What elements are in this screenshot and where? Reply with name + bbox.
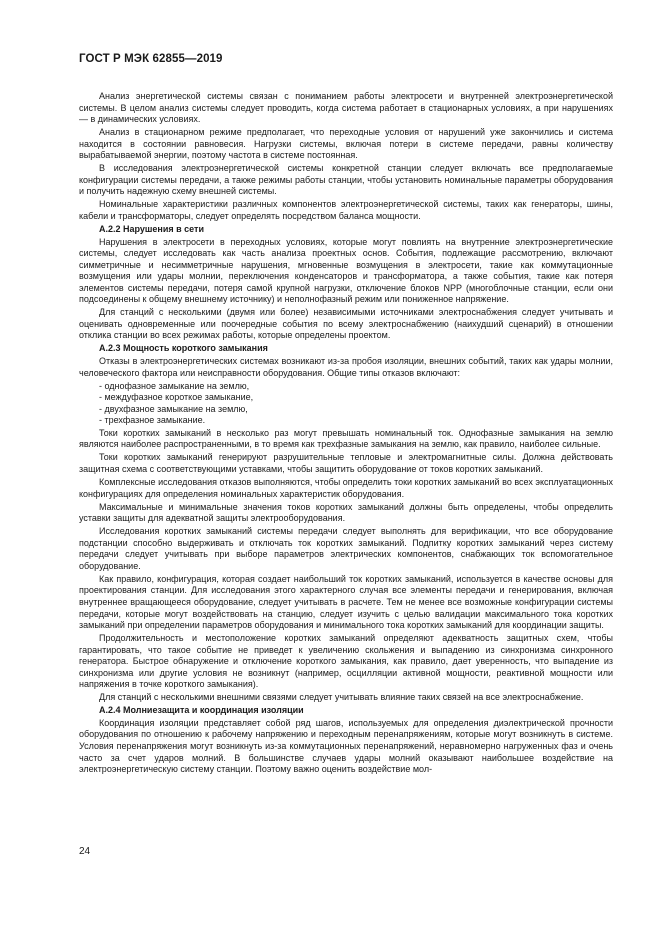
page-header-standard: ГОСТ Р МЭК 62855—2019 (79, 53, 223, 65)
paragraph: Продолжительность и местоположение коротких замыканий определяют адекватность защитных схем, чтобы гарантировать, что такое событие не приведет к увеличению скольжения и выпадению из синхронизма синхронного генератора. Быстрое обнаружение и отключение короткого замыкания, как правило, дает уверенность, что выпадение из синхронизма или другие условия не возникнут (например, осцилляции активной мощности, реактивной мощности или напряжения в точке короткого замыкания). (79, 633, 613, 690)
paragraph: Как правило, конфигурация, которая создает наибольший ток коротких замыканий, используется в качестве основы для проектирования станции. Для исследования этого характерного случая все элементы передачи и генерирования, включая внутреннее вращающееся оборудование, следует учитывать в расчете. Тем не менее все возможные конфигурации системы передачи, которые могут воздействовать на станцию, следует изучить с целью валидации максимального тока коротких замыканий при определении параметров оборудования и минимального тока коротких замыканий для координации защиты. (79, 573, 613, 631)
list-item: - однофазное замыкание на землю, (99, 380, 250, 391)
paragraph: Анализ в стационарном режиме предполагает, что переходные условия от нарушений уже закончились и система находится в состоянии равновесия. Нагрузки системы, включая потери в системе передачи, равны количеству вырабатываемой энергии, поэтому частота в системе постоянная. (79, 127, 613, 161)
page-number: 24 (79, 846, 91, 857)
list-item: - трехфазное замыкание. (99, 415, 206, 426)
section-heading-short-circuit-power: А.2.3 Мощность короткого замыкания (99, 343, 268, 354)
paragraph: Отказы в электроэнергетических системах возникают из-за пробоя изоляции, внешних событий, таких как удары молнии, человеческого фактора или неисправности оборудования. Общие типы отказов включают: (79, 356, 613, 378)
list-item: - двухфазное замыкание на землю, (99, 403, 248, 414)
paragraph: В исследования электроэнергетической системы конкретной станции следует включать все предполагаемые конфигурации системы передачи, а также режимы работы станции, чтобы установить номинальные параметры оборудования и получить надежную схему внешней системы. (79, 163, 613, 197)
paragraph: Максимальные и минимальные значения токов коротких замыканий должны быть определены, чтобы определить уставки защиты для адекватной защиты электрооборудования. (79, 501, 613, 524)
document-body (79, 91, 613, 777)
paragraph: Анализ энергетической системы связан с пониманием работы электросети и внутренней электроэнергетической системы. В целом анализ системы следует проводить, когда система работает в стационарных условиях, а при нарушениях — в динамических условиях. (79, 91, 613, 125)
paragraph: Для станций с несколькими (двумя или более) независимыми источниками электроснабжения следует учитывать и оценивать одновременные или поочередные события по всему электроснабжению (наихудший сценарий) в отношении отклика станции во всех режимах работы, которые определены проектом. (79, 307, 613, 341)
paragraph: Координация изоляции представляет собой ряд шагов, используемых для определения диэлектрической прочности оборудования по отношению к рабочему напряжению и переходным перенапряжениям, которые могут возникнуть в системе. Условия перенапряжения могут возникнуть из-за коммутационных перенапряжений, неравномерно нагруженных фаз и очень часто за счет ударов молний. В большинстве случаев удары молний оказывают наибольшее воздействие на электроэнергетическую систему станции. Поэтому важно оценить воздействие мол- (79, 717, 613, 775)
paragraph: Нарушения в электросети в переходных условиях, которые могут повлиять на внутренние электроэнергетические системы, следует исследовать как часть анализа проектных основ. События, подлежащие рассмотрению, включают симметричные и несимметричные нарушения, мгновенные возмущения в электросети, такие как коммутационные возмущения или удары молнии, переключения конденсаторов и трансформатора, а также события, такие как потеря элементов системы передачи, потеря самой крупной нагрузки, отключение блоков NPP (многоблочные станции, если они подсоединены к общему внешнему источнику) и неполнофазный режим или пониженное напряжение. (79, 236, 613, 305)
section-heading-lightning-protection: А.2.4 Молниезащита и координация изоляции (99, 705, 304, 716)
paragraph: Комплексные исследования отказов выполняются, чтобы определить токи коротких замыканий во всех эксплуатационных конфигурациях для определения номинальных характеристик оборудования. (79, 477, 613, 499)
paragraph: Токи коротких замыканий в несколько раз могут превышать номинальный ток. Однофазные замыкания на землю являются наиболее распространенными, в то время как трехфазные замыкания на землю, как правило, наиболее сильные. (79, 427, 613, 450)
paragraph: Токи коротких замыканий генерируют разрушительные тепловые и электромагнитные силы. Должна действовать защитная схема с соответствующими уставками, чтобы защитить оборудование от токов коротких замыканий. (79, 452, 613, 474)
list-item: - междуфазное короткое замыкание, (99, 392, 254, 403)
paragraph: Для станций с несколькими внешними связями следует учитывать влияние таких связей на все электроснабжение. (99, 692, 584, 703)
section-heading-network-disturbances: А.2.2 Нарушения в сети (99, 224, 204, 235)
paragraph: Исследования коротких замыканий системы передачи следует выполнять для верификации, что все оборудование подстанции способно выдерживать и отключать ток коротких замыканий. Подпитку коротких замыканий через систему передачи следует учитывать при выборе параметров электрических компонентов, снабжающих ток вспомогательное оборудование. (79, 526, 613, 571)
paragraph: Номинальные характеристики различных компонентов электроэнергетической системы, таких как генераторы, шины, кабели и трансформаторы, следует определять посредством баланса мощности. (79, 199, 613, 221)
fault-types-list (79, 381, 613, 427)
